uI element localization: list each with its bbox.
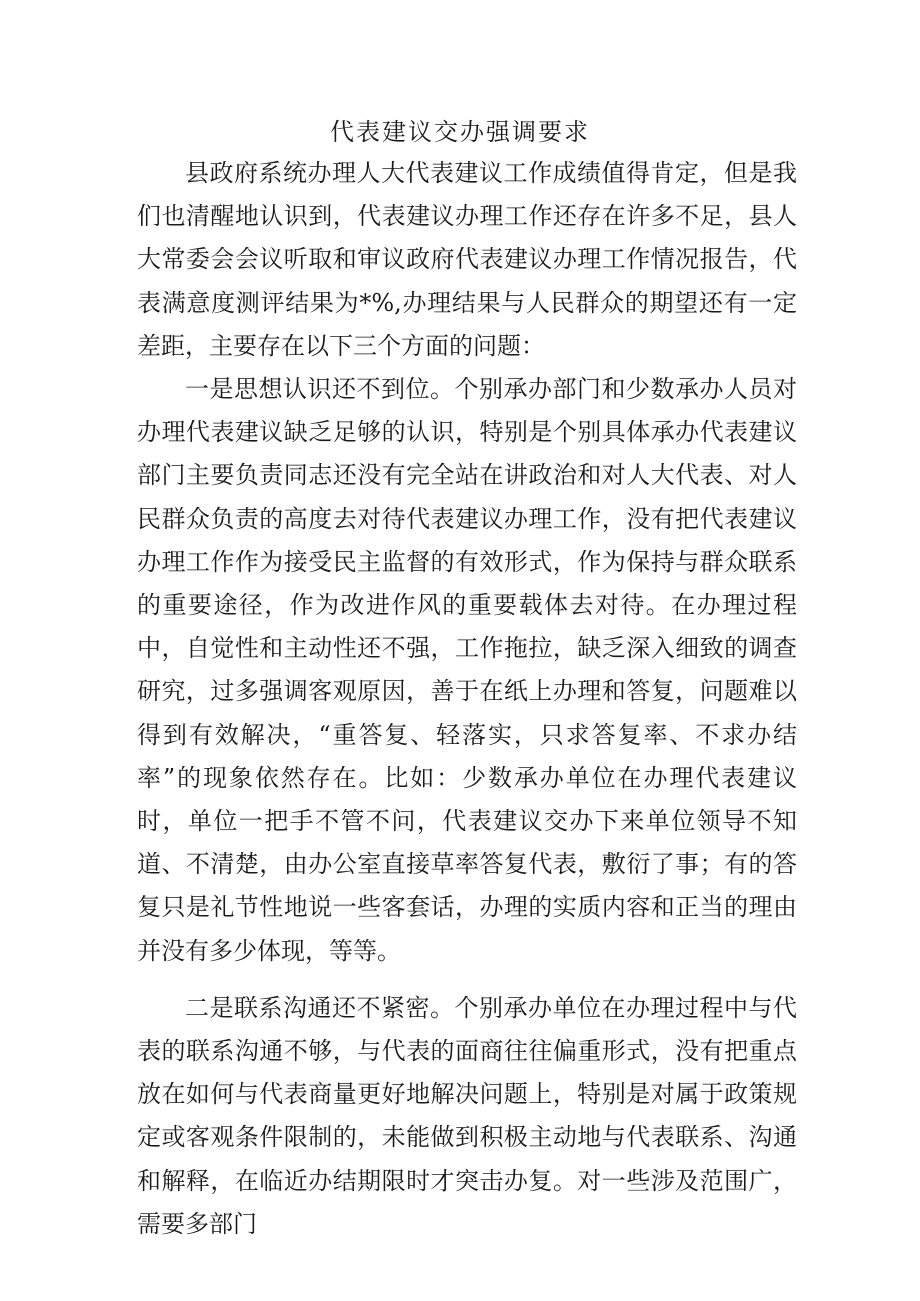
paragraph-intro: 县政府系统办理人大代表建议工作成绩值得肯定，但是我们也清醒地认识到，代表建议办理工作还存在许多不足，县人大常委会会议听取和审议政府代表建议办理工作情况报告，代表满意度测评结果为*%,办理结果与人民群众的期望还有一定差距，主要存在以下三个方面的问题： — [137, 159, 797, 360]
paragraph-point-two: 二是联系沟通还不紧密。个别承办单位在办理过程中与代表的联系沟通不够，与代表的面商往往偏重形式，没有把重点放在如何与代表商量更好地解决问题上，特别是对属于政策规定或客观条件限制的，未能做到积极主动地与代表联系、沟通和解释，在临近办结期限时才突击办复。对一些涉及范围广，需要多部门 — [137, 993, 797, 1238]
document-title: 代表建议交办强调要求 — [330, 118, 590, 146]
document-body — [137, 152, 797, 1246]
paragraph-point-one: 一是思想认识还不到位。个别承办部门和少数承办人员对办理代表建议缺乏足够的认识，特别是个别具体承办代表建议部门主要负责同志还没有完全站在讲政治和对人大代表、对人民群众负责的高度去对待代表建议办理工作，没有把代表建议办理工作作为接受民主监督的有效形式，作为保持与群众联系的重要途径，作为改进作风的重要载体去对待。在办理过程中，自觉性和主动性还不强，工作拖拉，缺乏深入细致的调查研究，过多强调客观原因，善于在纸上办理和答复，问题难以得到有效解决，“重答复、轻落实，只求答复率、不求办结率”的现象依然存在。比如：少数承办单位在办理代表建议时，单位一把手不管不问，代表建议交办下来单位领导不知道、不清楚，由办公室直接草率答复代表，敷衍了事；有的答复只是礼节性地说一些客套话，办理的实质内容和正当的理由并没有多少体现，等等。 — [137, 375, 797, 965]
